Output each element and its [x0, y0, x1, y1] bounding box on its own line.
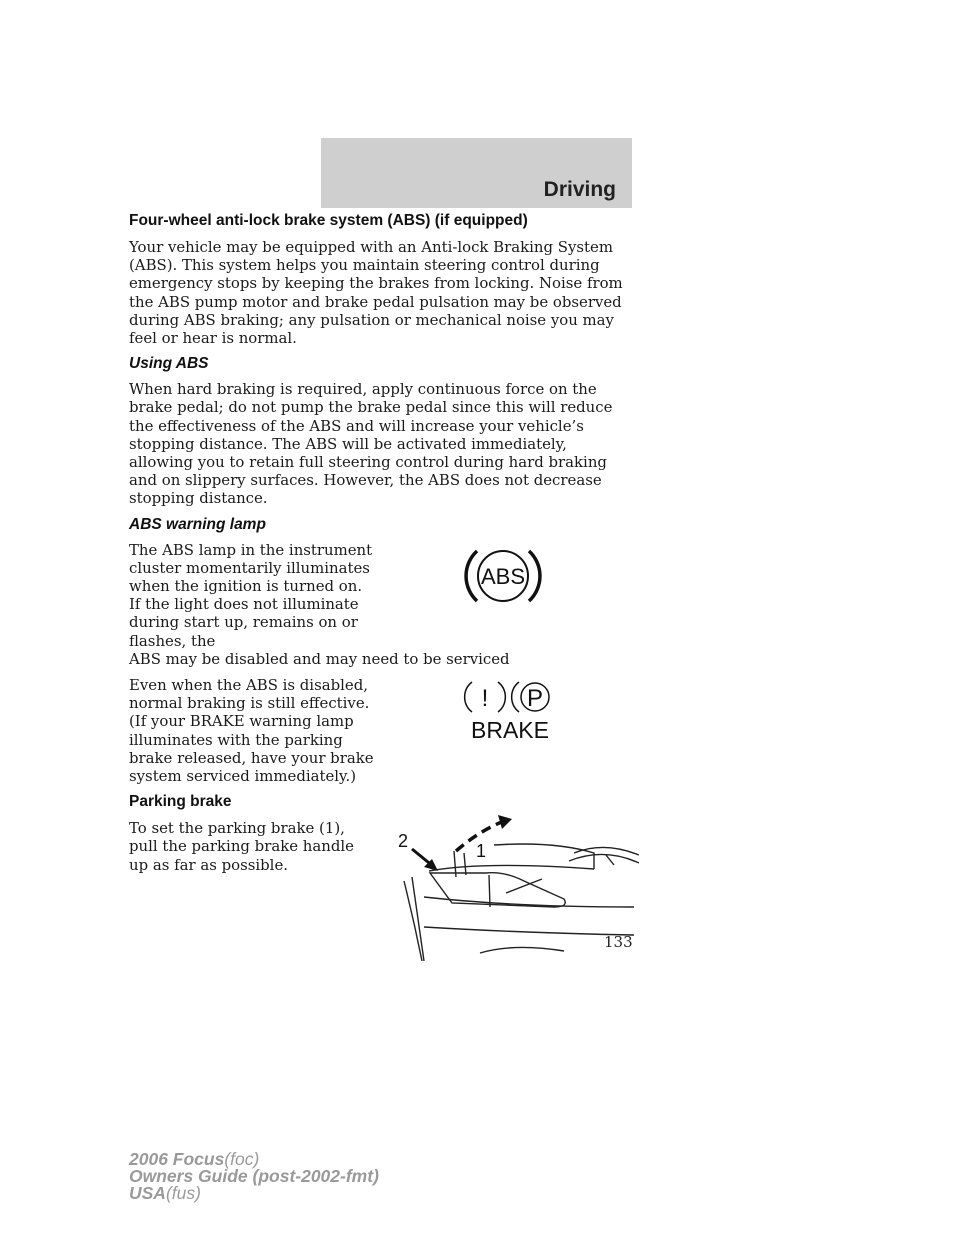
parking-brake-paragraph: To set the parking brake (1), pull the parking brake handle up as far as possible. — [129, 819, 354, 874]
brake-p-glyph: P — [526, 685, 544, 713]
callout-2-label: 2 — [398, 831, 409, 852]
brake-lamp-block — [129, 676, 635, 785]
footer-region-code: (fus) — [165, 1183, 201, 1203]
parking-brake-illustration — [394, 811, 639, 961]
header-band — [321, 138, 632, 208]
abs-lamp-block — [129, 541, 635, 668]
using-abs-heading: Using ABS — [129, 355, 209, 373]
brake-label: BRAKE — [471, 717, 549, 743]
using-abs-paragraph: When hard braking is required, apply continuous force on the brake pedal; do not pump the brake pedal since this will reduce the effectiveness of the ABS and will increase your vehicle’s stopping distance. The ABS will be activated immediately, allowing you to retain full steering control during hard braking and on slippery surfaces. However, the ABS does not decrease stopping distance. — [129, 380, 613, 508]
callout-1-label: 1 — [476, 841, 487, 862]
brake-exclamation-glyph: ! — [481, 685, 489, 713]
footer-guide: Owners Guide (post-2002-fmt) — [129, 1166, 379, 1186]
abs-disabled-paragraph: Even when the ABS is disabled, normal braking is still effective. (If your BRAKE warning lamp illuminates with the parking brake released, have your brake system serviced immediately.) — [129, 676, 374, 786]
page-number: 133 — [604, 933, 633, 951]
page-content — [129, 212, 635, 882]
abs-warning-lamp-icon — [463, 543, 543, 609]
abs-lamp-label: ABS — [480, 563, 526, 589]
brake-warning-lamp-icon — [463, 676, 563, 742]
abs-lamp-paragraph: The ABS lamp in the instrument cluster momentarily illuminates when the ignition is turned on. If the light does not illuminate during start up, remains on or flashes, the — [129, 540, 373, 650]
parking-brake-block — [129, 819, 635, 874]
document-footer — [129, 1151, 379, 1202]
abs-warning-lamp-heading: ABS warning lamp — [129, 515, 266, 533]
footer-model: 2006 Focus — [129, 1149, 225, 1169]
abs-heading: Four-wheel anti-lock brake system (ABS) (if equipped) — [129, 212, 528, 229]
parking-brake-heading: Parking brake — [129, 793, 232, 811]
abs-intro-paragraph: Your vehicle may be equipped with an Anti-lock Braking System (ABS). This system helps you maintain steering control during emergency stops by keeping the brakes from locking. Noise from the ABS pump motor and brake pedal pulsation may be observed during ABS braking; any pulsation or mechanical noise you may feel or hear is normal. — [129, 238, 623, 348]
abs-lamp-paragraph-continued: ABS may be disabled and may need to be serviced — [129, 649, 510, 668]
section-title: Driving — [543, 178, 616, 201]
footer-model-code: (foc) — [224, 1149, 260, 1169]
footer-region: USA — [129, 1183, 166, 1203]
